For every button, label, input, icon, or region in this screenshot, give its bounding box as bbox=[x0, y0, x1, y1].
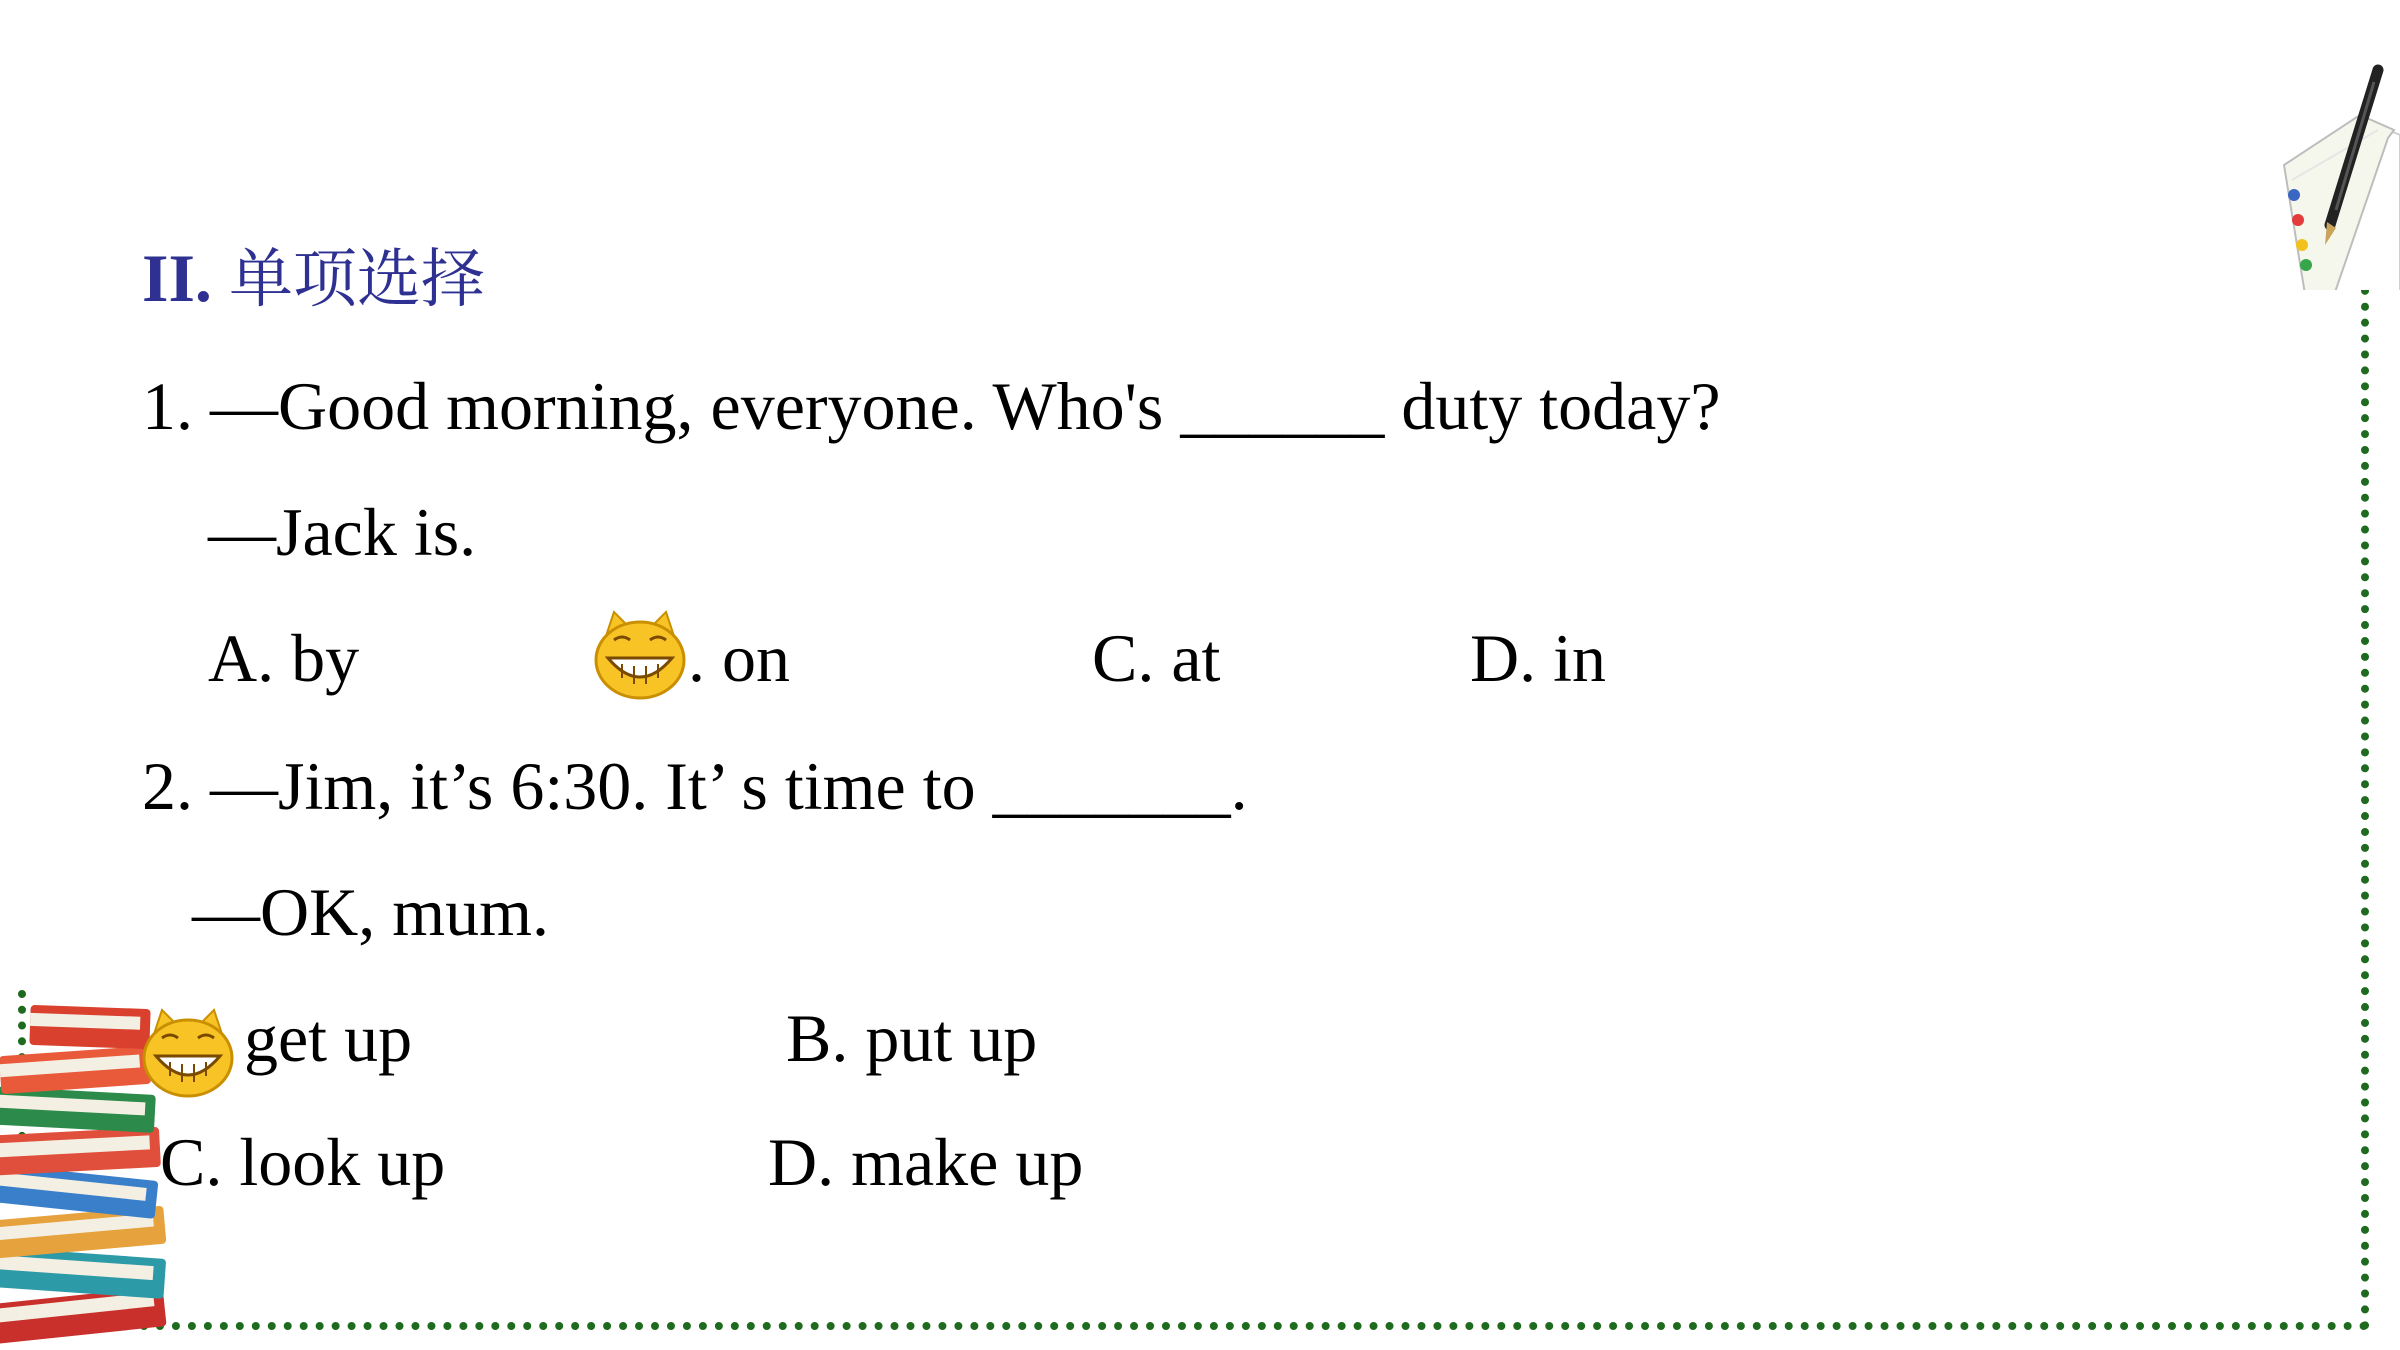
section-number: II. bbox=[142, 240, 212, 316]
question-1-option-a: A. by bbox=[208, 620, 360, 696]
question-1-stem: 1. —Good morning, everyone. Who's ______ duty today? bbox=[142, 368, 1721, 444]
section-heading bbox=[142, 240, 485, 317]
question-2-option-d: D. make up bbox=[768, 1124, 1084, 1200]
question-1-option-b: . on bbox=[688, 620, 790, 696]
question-2-stem: 2. —Jim, it’s 6:30. It’ s time to _______. bbox=[142, 748, 1248, 824]
smiley-face-icon bbox=[140, 1004, 236, 1100]
question-1-option-d: D. in bbox=[1470, 620, 1606, 696]
dotted-frame-right bbox=[2361, 255, 2369, 1330]
question-1-option-c: C. at bbox=[1092, 620, 1221, 696]
question-2-reply: —OK, mum. bbox=[192, 874, 549, 950]
dotted-frame-bottom bbox=[140, 1322, 2369, 1330]
notebook-pen-icon bbox=[2270, 60, 2400, 290]
question-2-option-a: get up bbox=[244, 1000, 413, 1076]
smiley-face-icon bbox=[592, 606, 688, 702]
question-2-option-c: C. look up bbox=[160, 1124, 446, 1200]
question-1-reply: —Jack is. bbox=[208, 494, 477, 570]
question-2-option-b: B. put up bbox=[786, 1000, 1038, 1076]
section-title: 单项选择 bbox=[228, 243, 485, 317]
